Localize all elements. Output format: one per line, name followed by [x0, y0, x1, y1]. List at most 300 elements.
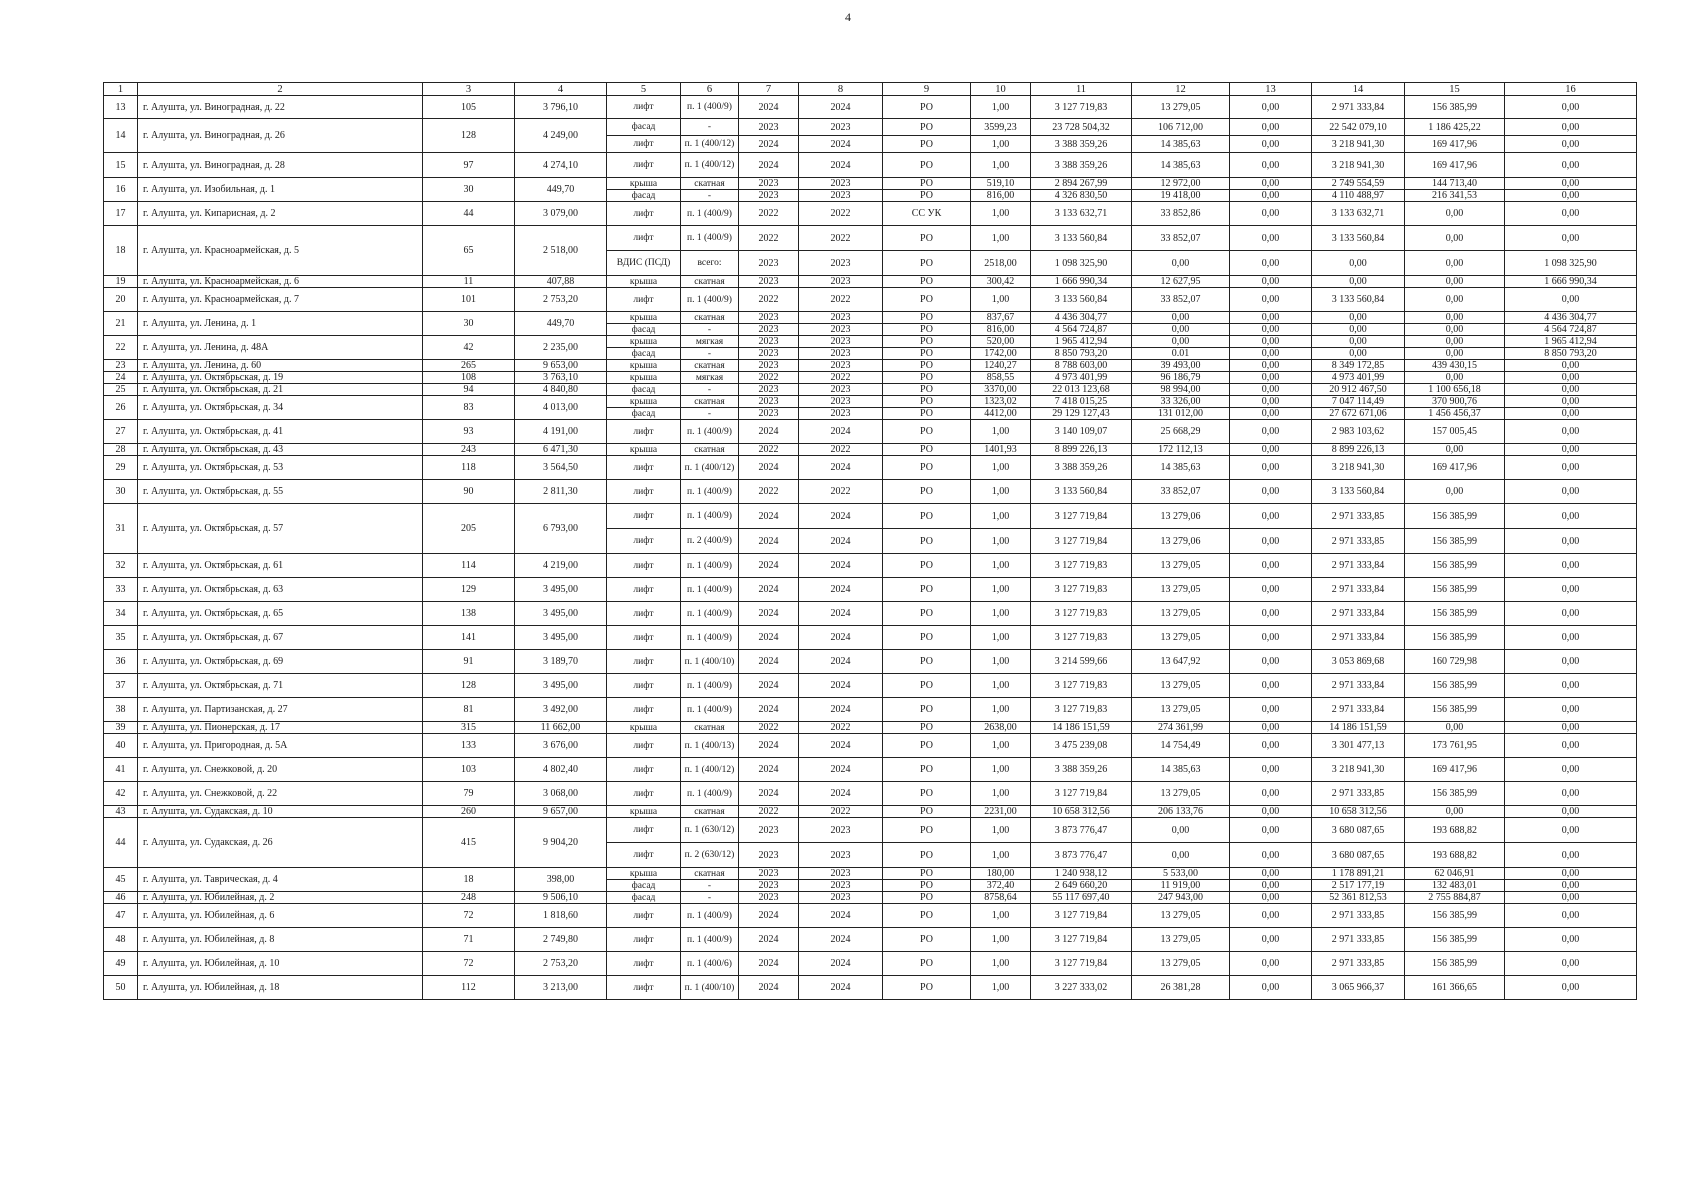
address-cell: г. Алушта, ул. Октябрьская, д. 57 [138, 504, 423, 554]
volume-cell: 1,00 [971, 420, 1031, 444]
row-number-cell: 46 [104, 892, 138, 904]
total-cost-cell: 1 098 325,90 [1031, 251, 1132, 276]
plan-year-cell: 2024 [739, 734, 799, 758]
element-cell: лифт [607, 136, 681, 153]
fund-cell: 0,00 [1230, 892, 1312, 904]
volume-cell: 1,00 [971, 952, 1031, 976]
element-type-cell: - [681, 324, 739, 336]
other-cell: 0,00 [1505, 178, 1637, 190]
fund-cell: 0,00 [1230, 226, 1312, 251]
column-number-cell: 11 [1031, 83, 1132, 96]
other-cell: 0,00 [1505, 892, 1637, 904]
fund-cell: 0,00 [1230, 153, 1312, 178]
apartments-cell: 114 [423, 554, 515, 578]
customer-cell: РО [883, 360, 971, 372]
fact-year-cell: 2022 [799, 288, 883, 312]
plan-year-cell: 2023 [739, 892, 799, 904]
element-cell: крыша [607, 396, 681, 408]
fund-cell: 0,00 [1230, 190, 1312, 202]
customer-cell: РО [883, 554, 971, 578]
cost-per-unit-cell: 12 972,00 [1132, 178, 1230, 190]
table-row [104, 892, 1637, 904]
plan-year-cell: 2023 [739, 408, 799, 420]
address-cell: г. Алушта, ул. Изобильная, д. 1 [138, 178, 423, 202]
plan-year-cell: 2024 [739, 952, 799, 976]
row-number-cell: 40 [104, 734, 138, 758]
apartments-cell: 91 [423, 650, 515, 674]
other-cell: 0,00 [1505, 818, 1637, 843]
area-cell: 2 235,00 [515, 336, 607, 360]
plan-year-cell: 2022 [739, 288, 799, 312]
plan-year-cell: 2023 [739, 178, 799, 190]
apartments-cell: 128 [423, 674, 515, 698]
volume-cell: 1,00 [971, 578, 1031, 602]
address-cell: г. Алушта, ул. Юбилейная, д. 8 [138, 928, 423, 952]
address-cell: г. Алушта, ул. Октябрьская, д. 63 [138, 578, 423, 602]
apartments-cell: 72 [423, 952, 515, 976]
table-row [104, 336, 1637, 348]
total-cost-cell: 23 728 504,32 [1031, 119, 1132, 136]
table-row [104, 178, 1637, 190]
element-type-cell: п. 1 (400/9) [681, 602, 739, 626]
total-cost-cell: 3 127 719,84 [1031, 904, 1132, 928]
table-row [104, 420, 1637, 444]
row-number-cell: 35 [104, 626, 138, 650]
element-cell: крыша [607, 372, 681, 384]
regional-fund-cell: 3 301 477,13 [1312, 734, 1405, 758]
other-cell: 0,00 [1505, 698, 1637, 722]
customer-cell: РО [883, 136, 971, 153]
element-cell: лифт [607, 288, 681, 312]
address-cell: г. Алушта, ул. Октябрьская, д. 67 [138, 626, 423, 650]
address-cell: г. Алушта, ул. Юбилейная, д. 2 [138, 892, 423, 904]
area-cell: 4 219,00 [515, 554, 607, 578]
cost-per-unit-cell: 11 919,00 [1132, 880, 1230, 892]
table-row [104, 952, 1637, 976]
volume-cell: 8758,64 [971, 892, 1031, 904]
other-cell: 0,00 [1505, 456, 1637, 480]
address-cell: г. Алушта, ул. Октябрьская, д. 41 [138, 420, 423, 444]
regional-fund-cell: 22 542 079,10 [1312, 119, 1405, 136]
element-cell: лифт [607, 504, 681, 529]
table-row [104, 818, 1637, 843]
address-cell: г. Алушта, ул. Судакская, д. 10 [138, 806, 423, 818]
plan-year-cell: 2023 [739, 384, 799, 396]
address-cell: г. Алушта, ул. Виноградная, д. 22 [138, 96, 423, 119]
apartments-cell: 44 [423, 202, 515, 226]
other-cell: 0,00 [1505, 136, 1637, 153]
regional-fund-cell: 2 971 333,85 [1312, 529, 1405, 554]
volume-cell: 1,00 [971, 226, 1031, 251]
cost-per-unit-cell: 13 279,05 [1132, 698, 1230, 722]
area-cell: 3 189,70 [515, 650, 607, 674]
row-number-cell: 22 [104, 336, 138, 360]
volume-cell: 1,00 [971, 734, 1031, 758]
element-type-cell: п. 1 (400/13) [681, 734, 739, 758]
customer-cell: РО [883, 529, 971, 554]
element-cell: лифт [607, 650, 681, 674]
element-cell: лифт [607, 952, 681, 976]
address-cell: г. Алушта, ул. Октябрьская, д. 43 [138, 444, 423, 456]
cost-per-unit-cell: 33 852,07 [1132, 480, 1230, 504]
address-cell: г. Алушта, ул. Виноградная, д. 26 [138, 119, 423, 153]
column-number-cell: 6 [681, 83, 739, 96]
fact-year-cell: 2023 [799, 408, 883, 420]
fund-cell: 0,00 [1230, 626, 1312, 650]
volume-cell: 2518,00 [971, 251, 1031, 276]
owners-cell: 0,00 [1405, 312, 1505, 324]
owners-cell: 0,00 [1405, 722, 1505, 734]
fund-cell: 0,00 [1230, 251, 1312, 276]
owners-cell: 0,00 [1405, 324, 1505, 336]
customer-cell: РО [883, 480, 971, 504]
volume-cell: 2231,00 [971, 806, 1031, 818]
element-type-cell: п. 1 (400/6) [681, 952, 739, 976]
element-type-cell: п. 1 (400/12) [681, 456, 739, 480]
owners-cell: 0,00 [1405, 480, 1505, 504]
apartments-cell: 93 [423, 420, 515, 444]
table-row [104, 119, 1637, 136]
customer-cell: РО [883, 372, 971, 384]
total-cost-cell: 2 649 660,20 [1031, 880, 1132, 892]
plan-year-cell: 2023 [739, 843, 799, 868]
area-cell: 2 753,20 [515, 288, 607, 312]
fund-cell: 0,00 [1230, 880, 1312, 892]
area-cell: 449,70 [515, 178, 607, 202]
other-cell: 0,00 [1505, 868, 1637, 880]
element-cell: ВДИС (ПСД) [607, 251, 681, 276]
owners-cell: 0,00 [1405, 251, 1505, 276]
cost-per-unit-cell: 13 279,05 [1132, 952, 1230, 976]
fact-year-cell: 2023 [799, 868, 883, 880]
regional-fund-cell: 20 912 467,50 [1312, 384, 1405, 396]
address-cell: г. Алушта, ул. Ленина, д. 60 [138, 360, 423, 372]
table-body [104, 83, 1637, 1000]
fund-cell: 0,00 [1230, 480, 1312, 504]
owners-cell: 62 046,91 [1405, 868, 1505, 880]
address-cell: г. Алушта, ул. Октябрьская, д. 21 [138, 384, 423, 396]
apartments-cell: 138 [423, 602, 515, 626]
regional-fund-cell: 3 133 632,71 [1312, 202, 1405, 226]
other-cell: 0,00 [1505, 529, 1637, 554]
element-type-cell: п. 1 (400/9) [681, 626, 739, 650]
other-cell: 0,00 [1505, 119, 1637, 136]
table-row [104, 360, 1637, 372]
element-cell: лифт [607, 202, 681, 226]
fund-cell: 0,00 [1230, 782, 1312, 806]
element-type-cell: п. 1 (630/12) [681, 818, 739, 843]
fund-cell: 0,00 [1230, 554, 1312, 578]
row-number-cell: 44 [104, 818, 138, 868]
total-cost-cell: 3 873 776,47 [1031, 818, 1132, 843]
volume-cell: 3599,23 [971, 119, 1031, 136]
apartments-cell: 83 [423, 396, 515, 420]
volume-cell: 1,00 [971, 626, 1031, 650]
element-cell: лифт [607, 976, 681, 1000]
regional-fund-cell: 2 971 333,84 [1312, 674, 1405, 698]
apartments-cell: 97 [423, 153, 515, 178]
row-number-cell: 21 [104, 312, 138, 336]
element-cell: лифт [607, 734, 681, 758]
apartments-cell: 248 [423, 892, 515, 904]
element-type-cell: - [681, 880, 739, 892]
total-cost-cell: 3 127 719,84 [1031, 952, 1132, 976]
cost-per-unit-cell: 33 852,07 [1132, 288, 1230, 312]
row-number-cell: 32 [104, 554, 138, 578]
plan-year-cell: 2024 [739, 456, 799, 480]
apartments-cell: 108 [423, 372, 515, 384]
customer-cell: РО [883, 928, 971, 952]
volume-cell: 1742,00 [971, 348, 1031, 360]
owners-cell: 2 755 884,87 [1405, 892, 1505, 904]
apartments-cell: 42 [423, 336, 515, 360]
volume-cell: 1,00 [971, 96, 1031, 119]
customer-cell: РО [883, 880, 971, 892]
customer-cell: РО [883, 384, 971, 396]
customer-cell: РО [883, 782, 971, 806]
regional-fund-cell: 0,00 [1312, 324, 1405, 336]
row-number-cell: 13 [104, 96, 138, 119]
other-cell: 8 850 793,20 [1505, 348, 1637, 360]
other-cell: 0,00 [1505, 554, 1637, 578]
fund-cell: 0,00 [1230, 178, 1312, 190]
total-cost-cell: 3 133 560,84 [1031, 480, 1132, 504]
regional-fund-cell: 14 186 151,59 [1312, 722, 1405, 734]
cost-per-unit-cell: 13 279,06 [1132, 529, 1230, 554]
customer-cell: РО [883, 420, 971, 444]
customer-cell: РО [883, 698, 971, 722]
volume-cell: 1,00 [971, 904, 1031, 928]
plan-year-cell: 2022 [739, 226, 799, 251]
plan-year-cell: 2023 [739, 868, 799, 880]
fact-year-cell: 2024 [799, 674, 883, 698]
element-cell: крыша [607, 806, 681, 818]
address-cell: г. Алушта, ул. Снежковой, д. 20 [138, 758, 423, 782]
fact-year-cell: 2024 [799, 698, 883, 722]
volume-cell: 1,00 [971, 456, 1031, 480]
other-cell: 0,00 [1505, 96, 1637, 119]
element-type-cell: п. 1 (400/10) [681, 976, 739, 1000]
fund-cell: 0,00 [1230, 734, 1312, 758]
fund-cell: 0,00 [1230, 384, 1312, 396]
volume-cell: 3370,00 [971, 384, 1031, 396]
area-cell: 398,00 [515, 868, 607, 892]
area-cell: 4 013,00 [515, 396, 607, 420]
fact-year-cell: 2024 [799, 904, 883, 928]
element-type-cell: п. 2 (400/9) [681, 529, 739, 554]
volume-cell: 1,00 [971, 136, 1031, 153]
plan-year-cell: 2022 [739, 480, 799, 504]
owners-cell: 0,00 [1405, 202, 1505, 226]
column-number-cell: 13 [1230, 83, 1312, 96]
fact-year-cell: 2024 [799, 928, 883, 952]
row-number-cell: 42 [104, 782, 138, 806]
plan-year-cell: 2024 [739, 650, 799, 674]
fund-cell: 0,00 [1230, 336, 1312, 348]
apartments-cell: 72 [423, 904, 515, 928]
fund-cell: 0,00 [1230, 372, 1312, 384]
area-cell: 3 495,00 [515, 578, 607, 602]
fund-cell: 0,00 [1230, 650, 1312, 674]
cost-per-unit-cell: 13 647,92 [1132, 650, 1230, 674]
address-cell: г. Алушта, ул. Снежковой, д. 22 [138, 782, 423, 806]
regional-fund-cell: 8 349 172,85 [1312, 360, 1405, 372]
cost-per-unit-cell: 13 279,05 [1132, 928, 1230, 952]
fund-cell: 0,00 [1230, 420, 1312, 444]
regional-fund-cell: 8 899 226,13 [1312, 444, 1405, 456]
fund-cell: 0,00 [1230, 288, 1312, 312]
table-row [104, 288, 1637, 312]
other-cell: 0,00 [1505, 734, 1637, 758]
fund-cell: 0,00 [1230, 674, 1312, 698]
fact-year-cell: 2024 [799, 626, 883, 650]
total-cost-cell: 4 973 401,99 [1031, 372, 1132, 384]
volume-cell: 1240,27 [971, 360, 1031, 372]
element-cell: лифт [607, 226, 681, 251]
row-number-cell: 16 [104, 178, 138, 202]
element-cell: лифт [607, 456, 681, 480]
element-type-cell: п. 1 (400/10) [681, 650, 739, 674]
total-cost-cell: 29 129 127,43 [1031, 408, 1132, 420]
total-cost-cell: 1 666 990,34 [1031, 276, 1132, 288]
customer-cell: РО [883, 336, 971, 348]
element-type-cell: скатная [681, 178, 739, 190]
regional-fund-cell: 0,00 [1312, 312, 1405, 324]
cost-per-unit-cell: 13 279,06 [1132, 504, 1230, 529]
row-number-cell: 34 [104, 602, 138, 626]
cost-per-unit-cell: 26 381,28 [1132, 976, 1230, 1000]
area-cell: 11 662,00 [515, 722, 607, 734]
element-cell: лифт [607, 674, 681, 698]
cost-per-unit-cell: 0,00 [1132, 312, 1230, 324]
other-cell: 0,00 [1505, 782, 1637, 806]
table-row [104, 480, 1637, 504]
volume-cell: 1,00 [971, 529, 1031, 554]
other-cell: 0,00 [1505, 674, 1637, 698]
element-type-cell: п. 1 (400/9) [681, 928, 739, 952]
customer-cell: РО [883, 504, 971, 529]
area-cell: 4 840,80 [515, 384, 607, 396]
address-cell: г. Алушта, ул. Октябрьская, д. 71 [138, 674, 423, 698]
cost-per-unit-cell: 19 418,00 [1132, 190, 1230, 202]
table-row [104, 868, 1637, 880]
owners-cell: 161 366,65 [1405, 976, 1505, 1000]
fact-year-cell: 2023 [799, 384, 883, 396]
fund-cell: 0,00 [1230, 529, 1312, 554]
element-type-cell: п. 1 (400/9) [681, 288, 739, 312]
element-cell: лифт [607, 480, 681, 504]
customer-cell: РО [883, 602, 971, 626]
element-cell: фасад [607, 190, 681, 202]
area-cell: 6 471,30 [515, 444, 607, 456]
element-type-cell: п. 1 (400/9) [681, 504, 739, 529]
fact-year-cell: 2023 [799, 336, 883, 348]
other-cell: 0,00 [1505, 480, 1637, 504]
customer-cell: РО [883, 650, 971, 674]
fund-cell: 0,00 [1230, 758, 1312, 782]
row-number-cell: 14 [104, 119, 138, 153]
element-type-cell: - [681, 408, 739, 420]
other-cell: 0,00 [1505, 202, 1637, 226]
fact-year-cell: 2022 [799, 722, 883, 734]
area-cell: 2 518,00 [515, 226, 607, 276]
fact-year-cell: 2023 [799, 843, 883, 868]
plan-year-cell: 2022 [739, 722, 799, 734]
area-cell: 2 753,20 [515, 952, 607, 976]
customer-cell: РО [883, 96, 971, 119]
table-row [104, 722, 1637, 734]
apartments-cell: 18 [423, 868, 515, 892]
column-number-cell: 3 [423, 83, 515, 96]
area-cell: 6 793,00 [515, 504, 607, 554]
row-number-cell: 36 [104, 650, 138, 674]
cost-per-unit-cell: 0,00 [1132, 324, 1230, 336]
fund-cell: 0,00 [1230, 456, 1312, 480]
plan-year-cell: 2023 [739, 360, 799, 372]
element-type-cell: мягкая [681, 336, 739, 348]
volume-cell: 1401,93 [971, 444, 1031, 456]
plan-year-cell: 2023 [739, 276, 799, 288]
customer-cell: СС УК [883, 202, 971, 226]
apartments-cell: 128 [423, 119, 515, 153]
row-number-cell: 37 [104, 674, 138, 698]
row-number-cell: 28 [104, 444, 138, 456]
total-cost-cell: 7 418 015,25 [1031, 396, 1132, 408]
element-cell: лифт [607, 818, 681, 843]
fact-year-cell: 2022 [799, 444, 883, 456]
plan-year-cell: 2024 [739, 578, 799, 602]
fund-cell: 0,00 [1230, 602, 1312, 626]
fact-year-cell: 2024 [799, 602, 883, 626]
area-cell: 449,70 [515, 312, 607, 336]
table-row [104, 650, 1637, 674]
regional-fund-cell: 3 218 941,30 [1312, 758, 1405, 782]
owners-cell: 156 385,99 [1405, 626, 1505, 650]
table-row [104, 734, 1637, 758]
table-row [104, 602, 1637, 626]
row-number-cell: 27 [104, 420, 138, 444]
volume-cell: 816,00 [971, 190, 1031, 202]
element-cell: лифт [607, 554, 681, 578]
plan-year-cell: 2024 [739, 153, 799, 178]
owners-cell: 0,00 [1405, 288, 1505, 312]
row-number-cell: 26 [104, 396, 138, 420]
owners-cell: 156 385,99 [1405, 928, 1505, 952]
regional-fund-cell: 2 971 333,85 [1312, 904, 1405, 928]
fund-cell: 0,00 [1230, 136, 1312, 153]
cost-per-unit-cell: 13 279,05 [1132, 782, 1230, 806]
plan-year-cell: 2024 [739, 420, 799, 444]
apartments-cell: 260 [423, 806, 515, 818]
fact-year-cell: 2024 [799, 136, 883, 153]
row-number-cell: 20 [104, 288, 138, 312]
plan-year-cell: 2024 [739, 758, 799, 782]
customer-cell: РО [883, 952, 971, 976]
element-cell: крыша [607, 178, 681, 190]
element-cell: крыша [607, 360, 681, 372]
total-cost-cell: 10 658 312,56 [1031, 806, 1132, 818]
fund-cell: 0,00 [1230, 868, 1312, 880]
address-cell: г. Алушта, ул. Юбилейная, д. 6 [138, 904, 423, 928]
apartments-cell: 105 [423, 96, 515, 119]
volume-cell: 1,00 [971, 650, 1031, 674]
area-cell: 3 763,10 [515, 372, 607, 384]
element-cell: фасад [607, 892, 681, 904]
owners-cell: 1 100 656,18 [1405, 384, 1505, 396]
volume-cell: 300,42 [971, 276, 1031, 288]
total-cost-cell: 3 127 719,83 [1031, 698, 1132, 722]
owners-cell: 160 729,98 [1405, 650, 1505, 674]
